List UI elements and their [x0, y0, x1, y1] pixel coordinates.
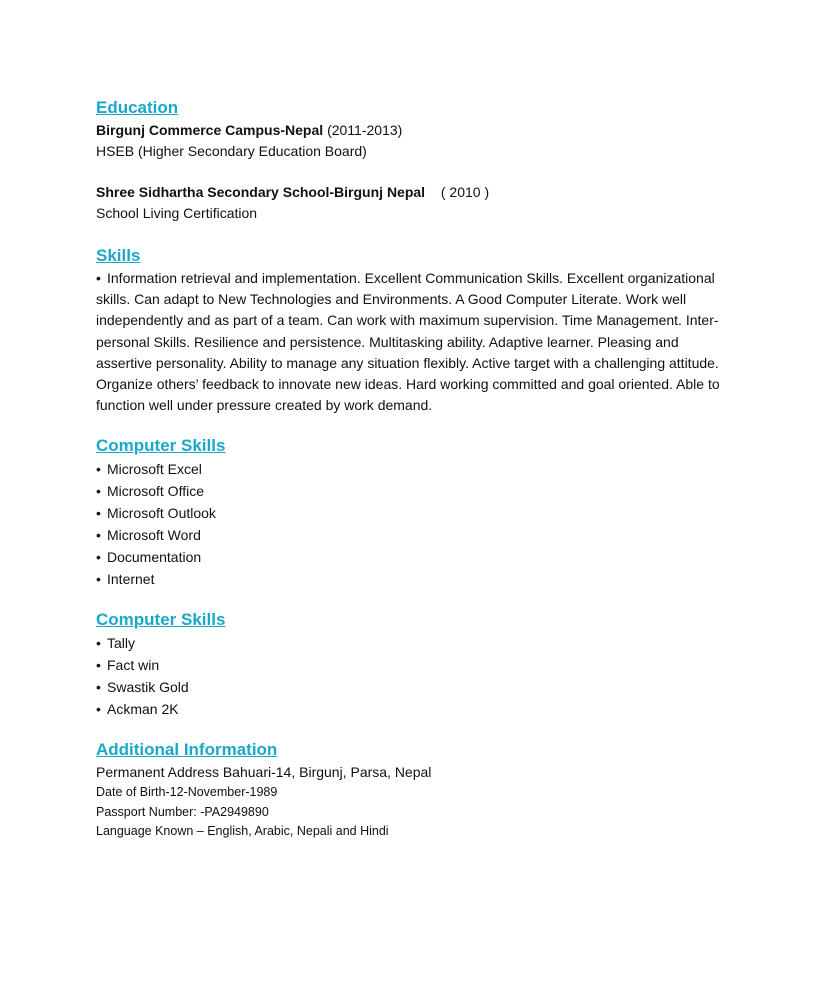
skills-heading: Skills — [96, 246, 141, 265]
date-of-birth: Date of Birth-12-November-1989 — [96, 785, 278, 800]
education-entry-1-title — [96, 120, 736, 141]
list-item: • Ackman 2K — [96, 698, 736, 720]
list-item: • Internet — [96, 568, 736, 590]
list-item: • Microsoft Excel — [96, 458, 736, 480]
skills-text: Information retrieval and implementation. Excellent Communication Skills. Excellent organizational skills. Can adapt to New Technologies and Environments. A Good Computer Literate. Work well independently and as part of a team. Can work with maximum supervision. Time Management. Inter-personal Skills. Resilience and persistence. Multitasking ability. Adaptive learner. Pleasing and assertive personality. Ability to manage any situation flexibly. Active target with a challenging attitude. Organize others’ feedback to innovate new ideas. Hard working committed and goal oriented. Able to function well under pressure created by work demand. — [96, 270, 720, 414]
education-section — [96, 96, 736, 224]
list-item: • Microsoft Word — [96, 524, 736, 546]
education-entry-2-detail: School Living Certification — [96, 205, 258, 221]
additional-information-heading: Additional Information — [96, 740, 278, 760]
additional-information-section — [96, 738, 736, 842]
resume-page — [96, 96, 736, 842]
bullet-icon: • — [96, 527, 101, 544]
bullet-icon: • — [96, 270, 101, 286]
bullet-icon: • — [96, 549, 101, 566]
skills-section — [96, 244, 736, 416]
list-item: • Swastik Gold — [96, 676, 736, 698]
computer-skills-list-2 — [96, 632, 736, 720]
education-entry-1-years: (2011-2013) — [327, 122, 403, 138]
computer-skills-list-1 — [96, 458, 736, 590]
bullet-icon: • — [96, 657, 101, 674]
education-entry-1-institution: Birgunj Commerce Campus-Nepal — [96, 122, 324, 138]
computer-skills-heading-1: Computer Skills — [96, 436, 226, 456]
education-heading: Education — [96, 98, 179, 117]
list-item: • Tally — [96, 632, 736, 654]
skills-paragraph — [96, 268, 726, 416]
education-entry-2-title — [96, 182, 736, 203]
computer-skills-section-2 — [96, 608, 736, 720]
list-item: • Fact win — [96, 654, 736, 676]
education-entry-2-years: ( 2010 ) — [440, 184, 490, 200]
computer-skills-heading-2: Computer Skills — [96, 610, 226, 630]
bullet-icon: • — [96, 571, 101, 588]
bullet-icon: • — [96, 505, 101, 522]
education-entry-1-detail: HSEB (Higher Secondary Education Board) — [96, 143, 367, 159]
list-item: • Documentation — [96, 546, 736, 568]
passport-number: Passport Number: -PA2949890 — [96, 804, 269, 819]
bullet-icon: • — [96, 701, 101, 718]
list-item: • Microsoft Office — [96, 480, 736, 502]
bullet-icon: • — [96, 483, 101, 500]
bullet-icon: • — [96, 679, 101, 696]
bullet-icon: • — [96, 635, 101, 652]
languages-known: Language Known – English, Arabic, Nepali and Hindi — [96, 824, 389, 839]
computer-skills-section-1 — [96, 434, 736, 590]
list-item: • Microsoft Outlook — [96, 502, 736, 524]
permanent-address: Permanent Address Bahuari-14, Birgunj, Parsa, Nepal — [96, 764, 432, 781]
education-entry-2-institution: Shree Sidhartha Secondary School-Birgunj Nepal — [96, 184, 426, 200]
bullet-icon: • — [96, 461, 101, 478]
